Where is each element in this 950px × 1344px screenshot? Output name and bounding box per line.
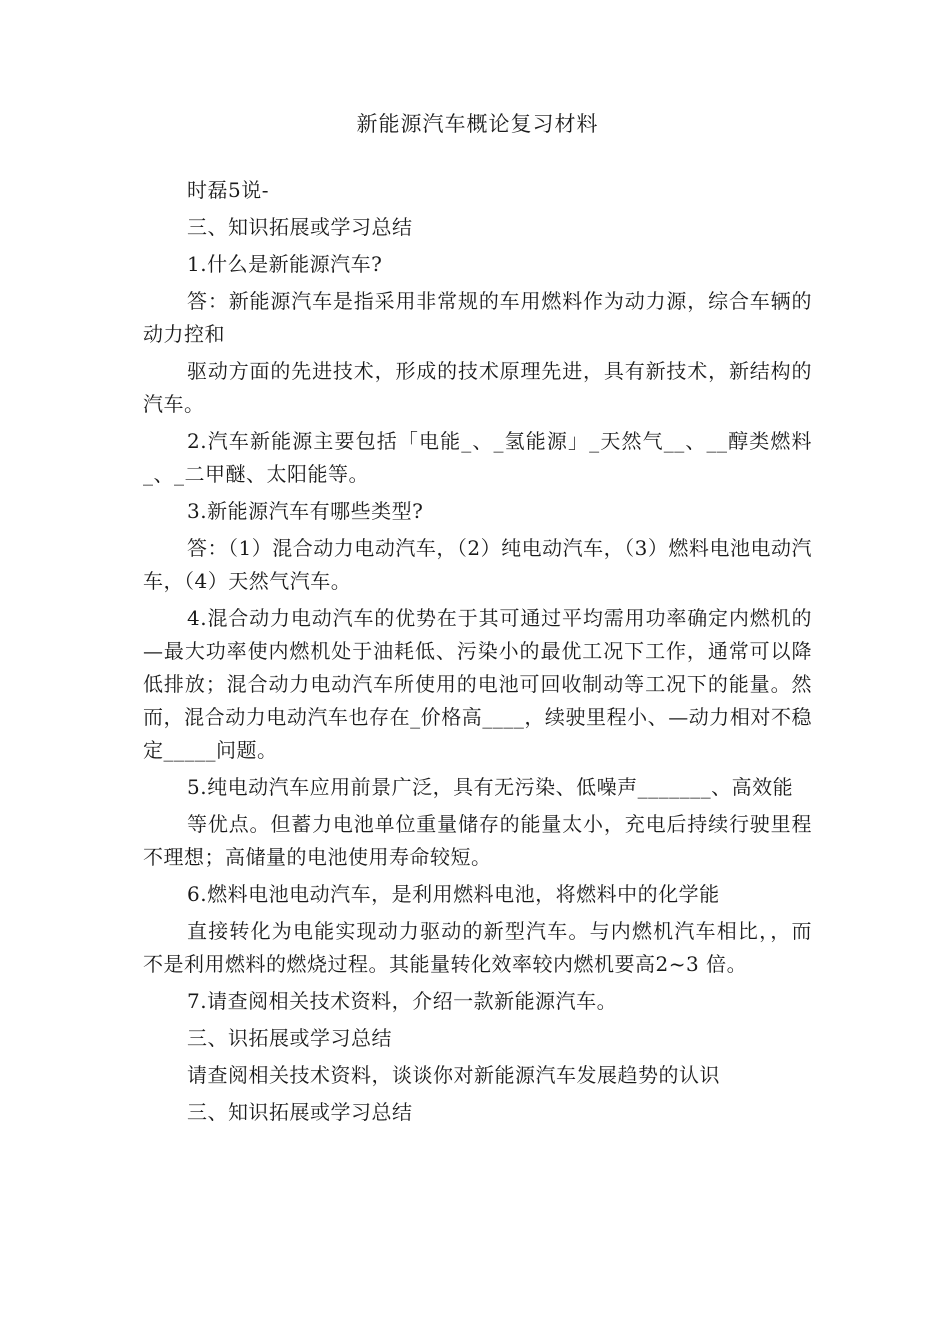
- question: 3.新能源汽车有哪些类型?: [187, 499, 424, 523]
- section-heading: 三、识拓展或学习总结: [187, 1026, 392, 1050]
- document-body: [143, 174, 812, 1129]
- question: 2.汽车新能源主要包括「电能_、_氢能源」_天然气__、__醇类燃料_、_二甲醚、太阳能等。: [143, 429, 812, 486]
- question: 1.什么是新能源汽车?: [187, 252, 383, 276]
- document-title: 新能源汽车概论复习材料: [356, 112, 599, 136]
- question: 4.混合动力电动汽车的优势在于其可通过平均需用功率确定内燃机的—最大功率使内燃机处于油耗低、污染小的最优工况下工作，通常可以降低排放；混合动力电动汽车所使用的电池可回收制动等工况下的能量。然而，混合动力电动汽车也存在_价格高____，续驶里程小、—动力相对不稳定_____问题。: [143, 606, 812, 762]
- section-heading: 三、知识拓展或学习总结: [187, 215, 413, 239]
- question-continued: 直接转化为电能实现动力驱动的新型汽车。与内燃机汽车相比，，而不是利用燃料的燃烧过程。其能量转化效率较内燃机要高2~3 倍。: [143, 919, 812, 976]
- answer: 答：（1）混合动力电动汽车，（2）纯电动汽车，（3）燃料电池电动汽车，（4）天然气汽车。: [143, 536, 812, 593]
- question: 6.燃料电池电动汽车，是利用燃料电池，将燃料中的化学能: [187, 882, 720, 906]
- answer-continued: 驱动方面的先进技术，形成的技术原理先进，具有新技术，新结构的汽车。: [143, 359, 812, 416]
- question: 7.请查阅相关技术资料，介绍一款新能源汽车。: [187, 989, 618, 1013]
- question: 5.纯电动汽车应用前景广泛，具有无污染、低噪声_______、高效能: [187, 775, 794, 799]
- paragraph: 时磊5说-: [187, 178, 269, 202]
- paragraph: 请查阅相关技术资料，谈谈你对新能源汽车发展趋势的认识: [187, 1063, 720, 1087]
- section-heading: 三、知识拓展或学习总结: [187, 1100, 413, 1124]
- answer: 答：新能源汽车是指采用非常规的车用燃料作为动力源，综合车辆的动力控和: [143, 289, 812, 346]
- question-continued: 等优点。但蓄力电池单位重量储存的能量太小，充电后持续行驶里程不理想；高储量的电池使用寿命较短。: [143, 812, 812, 869]
